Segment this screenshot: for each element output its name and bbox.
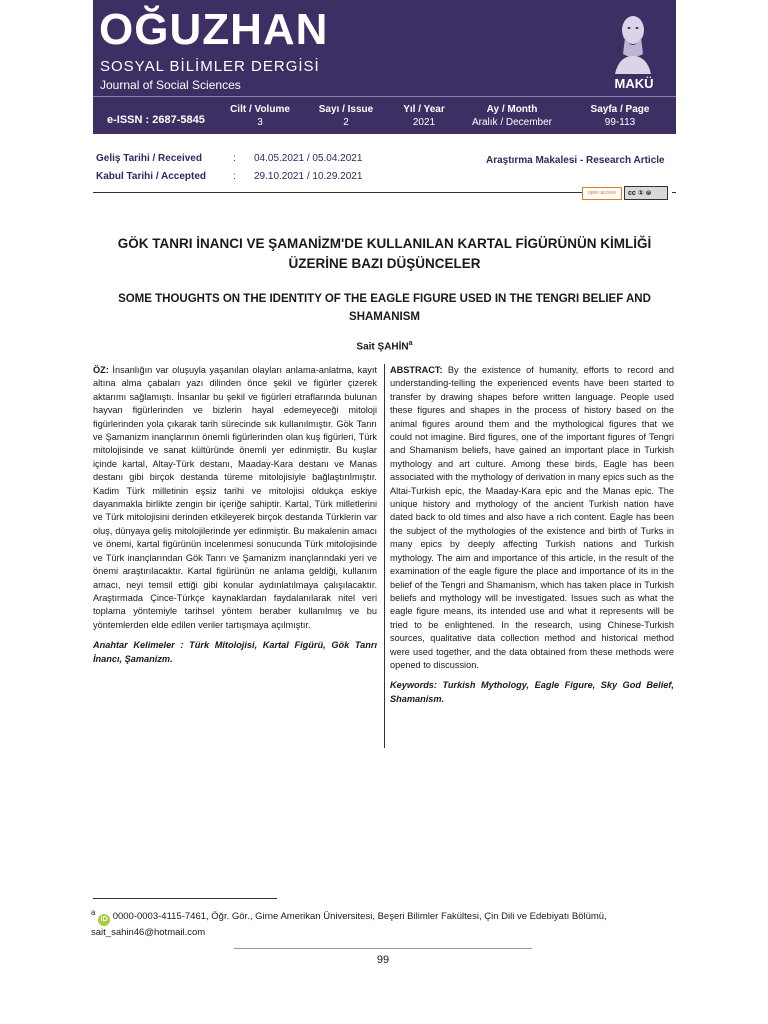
footnote-marker: a bbox=[91, 908, 96, 917]
volume-info bbox=[225, 103, 295, 129]
abstract-tr-text: İnsanlığın var oluşuyla yaşanılan olayları anlama-anlatma, kayıt altına alma çabaları yazı dilinden önce şekil ve figürler çizerek aktarımı sağlamıştı. İnsanlar bu şekil ve figürleri etraflarında bulunan hayvan figürlerinden ve bizlerin hayal edemeyeceği mitoloji figürlerinden yola çıkarak tarih sürecinde sık kullanılmıştır. Gök Tanrı ve Şamanizm inançlarının önemli figürlerinden olan kuş figürleri, Türk mitolojisinde ve sanat kültüründe önemli yer edinmiştir. Bu kuşlar içinde kartal, Altay-Türk destanı, Maaday-Kara destanı ve Manas destanı gibi birçok destanda türeme mitolojisiyle bağlaştırılmıştır. Kadim Türk milletinin eşsiz tarihi ve mitolojisi oldukça eskiye dayanmakla birlikte zengin bir içeriğe sahiptir. Kartal, Türk milletlerini ve Türk mitolojisini derinden etkileyerek birçok destanda Türklerin var oluş, dünyaya geliş mitolojilerinde yer edinmiştir. Bu makalenin amacı ve önemi, kartal figürünün incelenmesi sonucunda Türk mitolojisinde ve Türk inançlarından Gök Tanrı ve Şamanizm inançlarındaki yeri ve önemi araştırılacaktır. Kartal figürünün ne anlama geldiği, kullanım amacı, neyi temsil ettiği gibi konular aydınlatılmaya çalışılacaktır. Araştırmada Çince-Türkçe kaynaklardan faydalanılarak nitel veri toplama yöntemiyle tarihsel yöntem beraber kullanılmış ve bu yöntemlerden elde edilen veriler tartışmaya açılmıştır. bbox=[93, 365, 377, 630]
received-separator: : bbox=[233, 153, 236, 164]
abstract-en-body bbox=[390, 364, 674, 672]
journal-subtitle-en: Journal of Social Sciences bbox=[100, 78, 241, 92]
footnote-text: 0000-0003-4115-7461, Öğr. Gör., Girne Amerikan Üniversitesi, Beşeri Bilimler Fakültesi, Çin Dili ve Edebiyatı Bölümü, sait_sahin46@hotmail.com bbox=[91, 911, 607, 939]
issue-label: Sayı / Issue bbox=[318, 104, 374, 115]
keywords-en: Keywords: Turkish Mythology, Eagle Figure, Sky God Belief, Shamanism. bbox=[390, 680, 674, 704]
abstract-tr bbox=[93, 364, 377, 666]
date-values bbox=[254, 150, 362, 186]
university-logo-label: MAKÜ bbox=[614, 76, 654, 91]
article-title-tr: GÖK TANRI İNANCI VE ŞAMANİZM'DE KULLANILAN KARTAL FİGÜRÜNÜN KİMLİĞİ ÜZERİNE BAZI DÜŞÜNCELER bbox=[117, 236, 652, 271]
abstract-tr-label: ÖZ: bbox=[93, 365, 109, 375]
year-label: Yıl / Year bbox=[403, 104, 445, 115]
pages-label: Sayfa / Page bbox=[590, 104, 650, 115]
article-title-en: SOME THOUGHTS ON THE IDENTITY OF THE EAGLE FIGURE USED IN THE TENGRI BELIEF AND SHAMANISM bbox=[118, 293, 651, 323]
year-value: 2021 bbox=[412, 117, 436, 128]
issue-value: 2 bbox=[343, 117, 349, 128]
open-access-icon[interactable]: open access bbox=[582, 187, 622, 200]
page-number: 99 bbox=[376, 954, 390, 966]
author-marker: a bbox=[408, 340, 413, 347]
keywords-tr: Anahtar Kelimeler : Türk Mitolojisi, Kartal Figürü, Gök Tanrı İnancı, Şamanizm. bbox=[93, 640, 377, 664]
accepted-value: 29.10.2021 / 10.29.2021 bbox=[254, 171, 363, 182]
author bbox=[93, 340, 676, 352]
month-info bbox=[462, 103, 562, 129]
journal-header bbox=[93, 0, 676, 134]
year-info bbox=[389, 103, 459, 129]
footnote-divider bbox=[93, 898, 277, 899]
issue-info bbox=[311, 103, 381, 129]
header-divider bbox=[93, 192, 583, 193]
abstract-en bbox=[390, 364, 674, 706]
accepted-separator: : bbox=[233, 171, 236, 182]
author-footnote bbox=[91, 906, 681, 940]
abstract-en-label: ABSTRACT: bbox=[390, 365, 443, 375]
journal-title: OĞUZHAN bbox=[99, 5, 329, 54]
pages-info bbox=[575, 103, 665, 129]
abstract-tr-body bbox=[93, 364, 377, 632]
received-value: 04.05.2021 / 05.04.2021 bbox=[254, 153, 363, 164]
date-separators bbox=[233, 150, 236, 186]
volume-label: Cilt / Volume bbox=[230, 104, 290, 115]
issn: e-ISSN : 2687-5845 bbox=[107, 114, 205, 126]
accepted-label: Kabul Tarihi / Accepted bbox=[96, 171, 207, 182]
received-label: Geliş Tarihi / Received bbox=[96, 153, 202, 164]
creative-commons-icon[interactable]: cc ① ⊜ bbox=[624, 186, 668, 200]
month-label: Ay / Month bbox=[486, 104, 538, 115]
pages-value: 99-113 bbox=[604, 117, 636, 128]
header-divider-end bbox=[672, 192, 676, 193]
month-value: Aralık / December bbox=[471, 117, 553, 128]
volume-value: 3 bbox=[257, 117, 263, 128]
date-labels bbox=[96, 150, 206, 186]
page-number-rule bbox=[234, 948, 532, 949]
abstract-en-text: By the existence of humanity, efforts to record and understanding-telling the experienced events have been started to transfer by drawing shapes before written language. People used these figures and shapes in the process of history based on the animal figures around them and the mythological figures that we could not imagine. Bird figures, one of the important figures of Tengri and Shamanism beliefs, have gained an important place in Turkish mythology and art culture. Among these birds, Eagle has been associated with the mythology of derivation in many epics such as the Altai-Turkish epic, the Maaday-Kara epic and the Manas epic. The unique history and mythology of the ancient Turkish nation have dated back to old times and also have a rich content. Eagle has been the subject of the mythologies of the existence and birth of Turks in many epics by deeply affecting Turkish nations and Turkish mythology. The aim and importance of this article, in the result of the examination of the eagle figure the place and importance of its in the belief of the Tengri and Shamanism, which has taken place in Turkish beliefs and mythology will be investigated. Issues such as what the eagle figure means, its intended use and what it represents will be tried to be enlightened. In the research, using Chinese-Turkish sources, qualitative data collection method and historical method were used together, and the data obtained from these methods were opened to discussion. bbox=[390, 365, 674, 670]
article-type: Araştırma Makalesi - Research Article bbox=[486, 155, 665, 166]
journal-subtitle: SOSYAL BİLİMLER DERGİSİ bbox=[100, 58, 320, 75]
column-divider bbox=[384, 364, 385, 748]
author-name: Sait ŞAHİN bbox=[356, 341, 409, 353]
orcid-icon[interactable]: iD bbox=[98, 914, 110, 926]
